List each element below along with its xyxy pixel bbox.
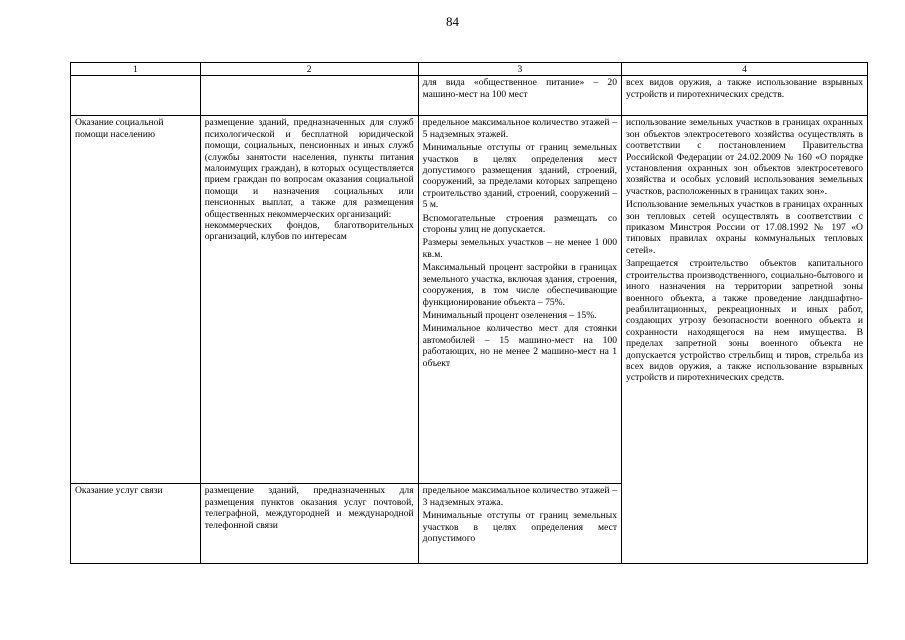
header-col-1: 1: [71, 63, 201, 76]
page-number: 84: [446, 14, 459, 29]
description-line: некоммерческих фондов, благотворительных организаций, клубов по интересам: [204, 220, 414, 243]
zoning-table: [70, 62, 868, 564]
param-line: предельное максимальное количество этажей – 5 надземных этажей.: [422, 117, 618, 140]
param-line: Минимальный процент озеленения – 15%.: [422, 309, 597, 321]
table-row-social: [71, 116, 868, 484]
cell-empty: [200, 76, 418, 116]
restriction-line: Использование земельных участков в границах охранных зон тепловых сетей осуществлять в соответствии с приказом Минстроя России от 17.08.1992 № 197 «О типовых правилах охраны коммунальных тепловых сетей».: [626, 199, 863, 256]
restriction-line: всех видов оружия, а также использование взрывных устройств и пиротехнических средств.: [626, 77, 863, 100]
cell-use-description: [200, 116, 418, 484]
param-line: Вспомогательные строения размещать со стороны улиц не допускается.: [422, 212, 618, 236]
restriction-line: использование земельных участков в границах охранных зон объектов электросетевого хозяйства осуществлять в соответствии с постановлением Правительства Российской Федерации от 24.02.2009 № 160 «О порядке установления охранных зон объектов электросетевого хозяйства и особых условий использования земельных участков, расположенных в границах таких зон».: [626, 117, 863, 197]
cell-use-name: Оказание социальной помощи населению: [71, 116, 201, 484]
header-col-3: 3: [418, 63, 621, 76]
cell-params: [418, 116, 621, 484]
table-row-continuation: [71, 76, 868, 116]
description-line: размещение зданий, предназначенных для служб психологической и бесплатной юридической помощи, социальных, пенсионных и иных служб (службы занятости населения, пункты питания малоимущих граждан), в которых осуществляется прием граждан по вопросам оказания социальной помощи и назначения социальных или пенсионных выплат, а также для размещения общественных некоммерческих организаций:: [204, 117, 414, 220]
description-line: размещение зданий, предназначенных для размещения пунктов оказания услуг почтовой, телеграфной, междугородней и международной телефонной связи: [204, 485, 414, 531]
param-line: Размеры земельных участков – не менее 1 000 кв.м.: [422, 237, 618, 260]
table-header-row: [71, 63, 868, 76]
param-line: Максимальный процент застройки в границах земельного участка, включая здания, строения, сооружения, в том числе обеспечивающие функционирование объекта – 75%.: [422, 262, 618, 308]
header-col-4: 4: [622, 63, 868, 76]
param-line: Минимальное количество мест для стоянки автомобилей – 15 машино-мест на 100 работающих, но не менее 2 машино-мест на 1 объект: [422, 323, 618, 369]
cell-restrictions-continuation: [622, 76, 868, 116]
cell-use-description: [200, 484, 418, 564]
cell-use-name: Оказание услуг связи: [71, 484, 201, 564]
param-line: предельное максимальное количество этажей – 3 надземных этажа.: [422, 485, 618, 508]
restriction-line: Запрещается строительство объектов капитального строительства производственного, социально-бытового и иного назначения на территории запретной зоны военного объекта, а также проведение ландшафтно-реабилитационных, рекреационных и иных работ, создающих угрозу безопасности военного объекта и сохранности находящегося на нем имущества. В пределах запретной зоны военного объекта не допускается устройство стрельбищ и тиров, стрельба из всех видов оружия, а также использование взрывных устройств и пиротехнических средств.: [626, 258, 863, 384]
param-line: Минимальные отступы от границ земельных участков в целях определения мест допустимого: [422, 510, 618, 545]
param-line: Минимальные отступы от границ земельных участков в целях определения мест допустимого размещения зданий, строений, сооружений, за пределами которых запрещено строительство зданий, строений, сооружений – 5 м.: [422, 142, 618, 211]
cell-empty: [71, 76, 201, 116]
cell-params-continuation: [418, 76, 621, 116]
cell-restrictions: [622, 116, 868, 564]
cell-params: [418, 484, 621, 564]
header-col-2: 2: [200, 63, 418, 76]
param-line: для вида «общественное питание» – 20 машино-мест на 100 мест: [422, 77, 618, 100]
